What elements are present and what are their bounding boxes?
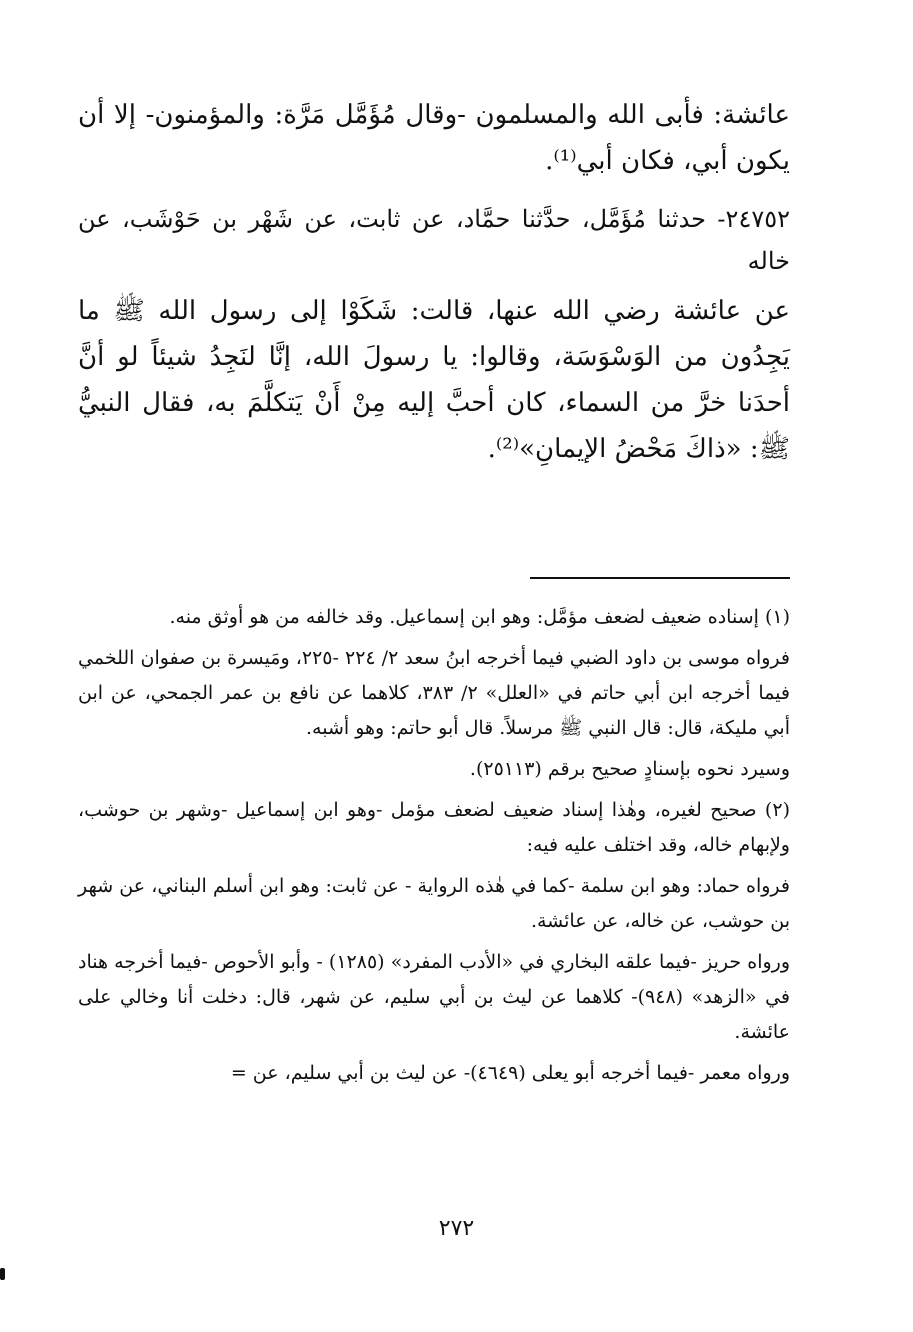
footnote-2-mamar: ورواه معمر -فيما أخرجه أبو يعلى (٤٦٤٩)- عن ليث بن أبي سليم، عن = (230, 1062, 790, 1084)
hadith-header: ٢٤٧٥٢- حدثنا مُؤَمَّل، حدَّثنا حمَّاد، عن ثابت، عن شَهْر بن حَوْشَب، عن خاله (78, 205, 790, 275)
main-paragraph-1: عائشة: فأبى الله والمسلمون -وقال مُؤَمَّل مَرَّة: والمؤمنون- إلا أن يكون أبي، فكان أبي⁽¹⁾. (78, 100, 790, 176)
footnotes-block (78, 600, 790, 1097)
footnote-1: (١) إسناده ضعيف لضعف مؤمَّل: وهو ابن إسماعيل. وقد خالفه من هو أوثق منه. (169, 606, 790, 628)
footnote-1-continuation: فرواه موسى بن داود الضبي فيما أخرجه ابنُ سعد ٢/ ٢٢٤ -٢٢٥، ومَيسرة بن صفوان اللخمي فيما أخرجه ابن أبي حاتم في «العلل» ٢/ ٣٨٣، كلاهما عن نافع بن عمر الجمحي، عن ابن أبي مليكة، قال: قال النبي ﷺ مرسلاً. قال أبو حاتم: وهو أشبه. (78, 647, 790, 739)
main-paragraph-2: عن عائشة رضي الله عنها، قالت: شَكَوْا إلى رسول الله ﷺ ما يَجِدُون من الوَسْوَسَة، وقالوا: يا رسولَ الله، إنَّا لنَجِدُ شيئاً لو أنَّ أحدَنا خرَّ من السماء، كان أحبَّ إليه مِنْ أَنْ يَتكلَّمَ به، فقال النبيُّ ﷺ: «ذاكَ مَحْضُ الإيمانِ»⁽²⁾. (78, 296, 790, 464)
footnote-1-cross-reference: وسيرد نحوه بإسنادٍ صحيح برقم (٢٥١١٣). (469, 758, 790, 780)
page-number: ٢٧٢ (438, 1216, 475, 1241)
footnote-2-hariz: ورواه حريز -فيما علقه البخاري في «الأدب المفرد» (١٢٨٥) - وأبو الأحوص -فيما أخرجه هناد في «الزهد» (٩٤٨)- كلاهما عن ليث بن أبي سليم، عن شهر، قال: دخلت أنا وخالي على عائشة. (78, 951, 791, 1043)
scan-edge-mark (0, 1268, 5, 1280)
footnote-divider (530, 577, 790, 579)
main-text-block (78, 92, 790, 472)
footnote-2-hammad: فرواه حماد: وهو ابن سلمة -كما في هٰذه الرواية - عن ثابت: وهو ابن أسلم البناني، عن شهر بن حوشب، عن خاله، عن عائشة. (78, 875, 790, 932)
footnote-2: (٢) صحيح لغيره، وهٰذا إسناد ضعيف لضعف مؤمل -وهو ابن إسماعيل -وشهر بن حوشب، ولإبهام خاله، وقد اختلف عليه فيه: (78, 799, 790, 856)
